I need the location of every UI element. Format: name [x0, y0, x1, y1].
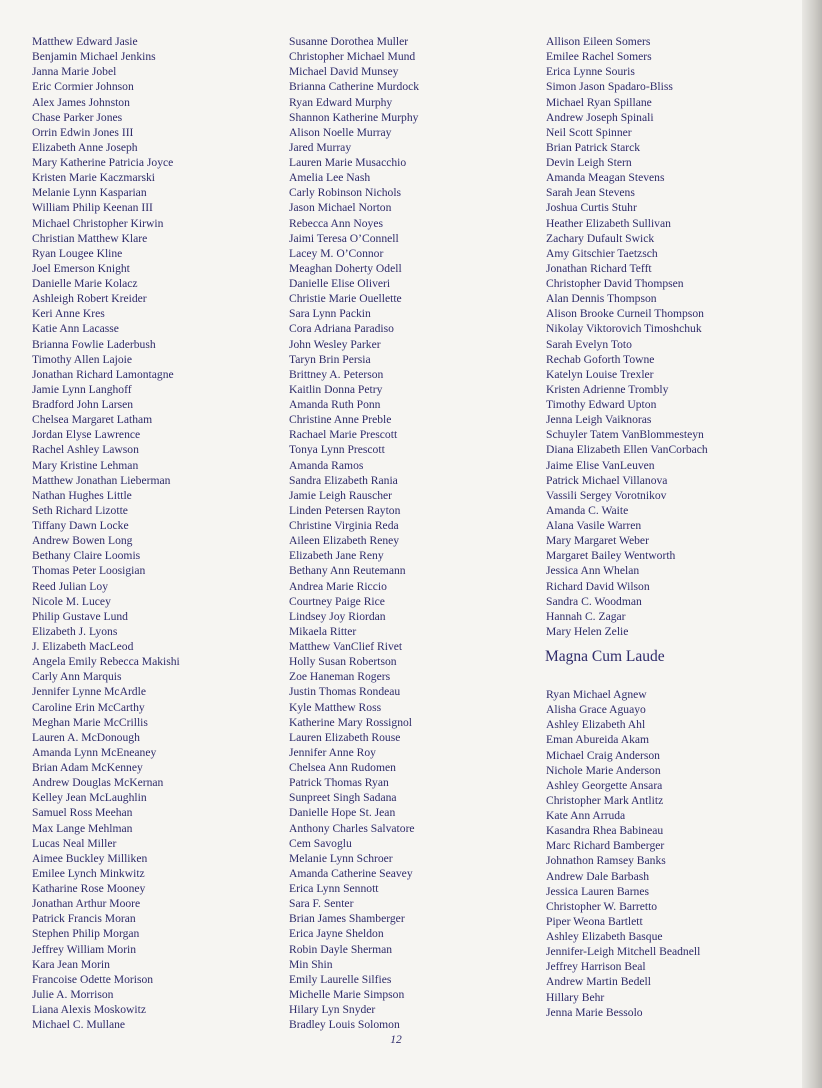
list-item: Kristen Adrienne Trombly: [546, 382, 669, 396]
list-item: Jennifer Anne Roy: [289, 745, 376, 759]
list-item: Rebecca Ann Noyes: [289, 216, 384, 230]
list-item: Michael Craig Anderson: [546, 748, 660, 762]
list-item: Bethany Claire Loomis: [32, 549, 141, 563]
list-item: Neil Scott Spinner: [546, 125, 632, 139]
list-item: Chelsea Margaret Latham: [32, 413, 153, 427]
list-item: Emilee Lynch Minkwitz: [32, 866, 145, 880]
list-item: Aimee Buckley Milliken: [32, 851, 148, 865]
list-item: Nicole M. Lucey: [32, 594, 111, 608]
list-item: Alison Brooke Curneil Thompson: [546, 307, 704, 321]
list-item: Jonathan Richard Lamontagne: [32, 367, 174, 381]
list-item: Diana Elizabeth Ellen VanCorbach: [546, 443, 708, 457]
list-item: Katelyn Louise Trexler: [546, 367, 654, 381]
list-item: Seth Richard Lizotte: [32, 503, 128, 517]
list-item: Chase Parker Jones: [32, 110, 123, 124]
list-item: Alana Vasile Warren: [546, 519, 642, 532]
list-item: Lauren Marie Musacchio: [289, 156, 407, 169]
list-item: Sarah Jean Stevens: [546, 186, 635, 200]
list-item: Jared Murray: [289, 140, 352, 154]
list-item: Aileen Elizabeth Reney: [289, 534, 400, 548]
list-item: Chelsea Ann Rudomen: [289, 761, 396, 774]
list-item: Shannon Katherine Murphy: [289, 110, 419, 124]
list-item: Kaitlin Donna Petry: [289, 382, 383, 396]
list-item: Jamie Lynn Langhoff: [32, 382, 132, 396]
list-item: Angela Emily Rebecca Makishi: [32, 655, 180, 669]
list-item: Melanie Lynn Kasparian: [32, 186, 147, 200]
list-item: Richard David Wilson: [546, 579, 650, 593]
list-item: Alison Noelle Murray: [289, 125, 392, 139]
list-item: Melanie Lynn Schroer: [289, 851, 393, 865]
list-item: Julie A. Morrison: [32, 987, 114, 1001]
list-item: Jonathan Richard Tefft: [546, 261, 652, 275]
list-item: Jaimi Teresa O’Connell: [289, 231, 399, 245]
list-item: Carly Ann Marquis: [32, 670, 122, 684]
list-item: Zoe Haneman Rogers: [289, 670, 391, 684]
list-item: Philip Gustave Lund: [32, 609, 128, 623]
list-item: Jenna Marie Bessolo: [546, 1005, 643, 1019]
list-item: Taryn Brin Persia: [289, 352, 371, 366]
list-item: Katie Ann Lacasse: [32, 322, 119, 336]
list-item: Amelia Lee Nash: [289, 171, 371, 185]
list-item: Erica Lynne Souris: [546, 65, 635, 79]
list-item: Katherine Mary Rossignol: [289, 715, 413, 729]
list-item: Erica Lynn Sennott: [289, 882, 379, 895]
list-item: John Wesley Parker: [289, 337, 381, 351]
list-item: Andrea Marie Riccio: [289, 579, 387, 593]
list-item: Alisha Grace Aguayo: [546, 703, 646, 717]
list-item: Sarah Evelyn Toto: [546, 337, 632, 351]
page-edge: [802, 0, 822, 1088]
list-item: Michael Christopher Kirwin: [32, 216, 164, 230]
list-item: Emily Laurelle Silfies: [289, 972, 392, 986]
list-item: Lauren Elizabeth Rouse: [289, 730, 401, 744]
list-item: Schuyler Tatem VanBlommesteyn: [546, 428, 704, 442]
list-item: Sunpreet Singh Sadana: [289, 791, 397, 805]
list-item: Jennifer Lynne McArdle: [32, 685, 146, 699]
list-item: Meaghan Doherty Odell: [289, 261, 402, 275]
list-item: Sandra Elizabeth Rania: [289, 473, 398, 487]
list-item: Brianna Fowlie Laderbush: [32, 337, 156, 351]
list-item: Tonya Lynn Prescott: [289, 443, 385, 457]
list-item: Emilee Rachel Somers: [546, 50, 652, 64]
list-item: Christopher Michael Mund: [289, 50, 416, 64]
list-item: Jessica Lauren Barnes: [546, 884, 650, 898]
list-item: Jamie Leigh Rauscher: [289, 488, 393, 502]
list-item: Brian Patrick Starck: [546, 140, 641, 154]
list-item: Timothy Allen Lajoie: [32, 352, 133, 366]
list-item: Sara F. Senter: [289, 897, 354, 911]
list-item: Sandra C. Woodman: [546, 594, 642, 608]
section-heading-magna-cum-laude: Magna Cum Laude: [545, 648, 665, 665]
list-item: Amanda Ruth Ponn: [289, 398, 381, 411]
list-item: Hillary Behr: [546, 990, 605, 1004]
list-item: Rachael Marie Prescott: [289, 428, 398, 442]
list-item: Ryan Edward Murphy: [289, 95, 393, 109]
list-item: Joel Emerson Knight: [32, 261, 130, 275]
list-item: Jeffrey William Morin: [32, 942, 137, 956]
list-item: Allison Eileen Somers: [546, 35, 651, 48]
list-item: Andrew Douglas McKernan: [32, 776, 164, 790]
list-item: Stephen Philip Morgan: [32, 927, 140, 941]
list-item: Liana Alexis Moskowitz: [32, 1003, 146, 1016]
list-item: Ashley Georgette Ansara: [546, 778, 663, 792]
list-item: Kristen Marie Kaczmarski: [32, 171, 155, 185]
list-item: Patrick Francis Moran: [32, 912, 136, 926]
list-item: Danielle Elise Oliveri: [289, 277, 391, 290]
list-item: Jessica Ann Whelan: [546, 564, 640, 578]
list-item: Elizabeth Anne Joseph: [32, 140, 138, 154]
list-item: Mary Kristine Lehman: [32, 458, 139, 472]
list-item: Michael C. Mullane: [32, 1018, 126, 1032]
list-item: Heather Elizabeth Sullivan: [546, 216, 671, 230]
list-item: Jennifer-Leigh Mitchell Beadnell: [546, 945, 701, 959]
list-item: Patrick Michael Villanova: [546, 473, 668, 487]
list-item: Ashley Elizabeth Basque: [546, 930, 663, 943]
names-column-3: [546, 34, 708, 639]
list-item: Bradford John Larsen: [32, 398, 134, 411]
list-item: Carly Robinson Nichols: [289, 186, 402, 200]
list-item: Michael David Munsey: [289, 65, 399, 79]
list-item: Christopher W. Barretto: [546, 899, 658, 913]
list-item: Christopher Mark Antlitz: [546, 793, 664, 807]
list-item: William Philip Keenan III: [32, 201, 153, 215]
list-item: Alan Dennis Thompson: [546, 292, 657, 306]
list-item: Mary Helen Zelie: [546, 624, 629, 638]
list-item: Jordan Elyse Lawrence: [32, 428, 141, 442]
list-item: Francoise Odette Morison: [32, 972, 154, 986]
list-item: Rechab Goforth Towne: [546, 352, 655, 366]
list-item: Reed Julian Loy: [32, 579, 108, 593]
list-item: Jaime Elise VanLeuven: [546, 458, 655, 472]
list-item: Eric Cormier Johnson: [32, 80, 134, 94]
list-item: Elizabeth Jane Reny: [289, 549, 384, 563]
list-item: Sara Lynn Packin: [289, 307, 371, 321]
page-number: 12: [390, 1034, 402, 1046]
list-item: Devin Leigh Stern: [546, 156, 632, 169]
list-item: Courtney Paige Rice: [289, 594, 385, 608]
list-item: Matthew Edward Jasie: [32, 35, 138, 48]
list-item: Meghan Marie McCrillis: [32, 715, 148, 729]
list-item: Matthew Jonathan Lieberman: [32, 473, 171, 487]
list-item: Christian Matthew Klare: [32, 231, 148, 245]
list-item: Robin Dayle Sherman: [289, 942, 393, 956]
list-item: Amanda Ramos: [289, 458, 364, 472]
list-item: Christie Marie Ouellette: [289, 292, 402, 306]
list-item: Ashleigh Robert Kreider: [32, 292, 147, 306]
list-item: Ryan Michael Agnew: [546, 688, 647, 701]
list-item: Vassili Sergey Vorotnikov: [546, 488, 667, 502]
names-column-1: [32, 34, 180, 1032]
list-item: Samuel Ross Meehan: [32, 806, 133, 820]
list-item: Nathan Hughes Little: [32, 488, 132, 502]
list-item: Brian James Shamberger: [289, 912, 405, 926]
list-item: Patrick Thomas Ryan: [289, 776, 389, 790]
list-item: Joshua Curtis Stuhr: [546, 201, 637, 215]
list-item: Jason Michael Norton: [289, 201, 392, 215]
list-item: Susanne Dorothea Muller: [289, 35, 409, 48]
list-item: Mary Margaret Weber: [546, 534, 649, 548]
list-item: Danielle Hope St. Jean: [289, 806, 396, 820]
list-item: Holly Susan Robertson: [289, 655, 397, 669]
list-item: Orrin Edwin Jones III: [32, 125, 134, 139]
list-item: Andrew Dale Barbash: [546, 869, 650, 883]
list-item: Ashley Elizabeth Ahl: [546, 718, 646, 732]
list-item: Min Shin: [289, 957, 333, 971]
list-item: Amanda Catherine Seavey: [289, 866, 413, 880]
list-item: Christine Virginia Reda: [289, 519, 399, 532]
list-item: Matthew VanClief Rivet: [289, 640, 403, 653]
list-item: Lindsey Joy Riordan: [289, 609, 386, 623]
list-item: Andrew Bowen Long: [32, 534, 133, 548]
list-item: Amanda Meagan Stevens: [546, 171, 665, 185]
list-item: Marc Richard Bamberger: [546, 839, 665, 853]
list-item: Anthony Charles Salvatore: [289, 821, 415, 835]
list-item: Janna Marie Jobel: [32, 65, 117, 79]
list-item: Amy Gitschier Taetzsch: [546, 246, 658, 260]
list-item: Justin Thomas Rondeau: [289, 685, 401, 699]
list-item: Kasandra Rhea Babineau: [546, 824, 664, 838]
list-item: Benjamin Michael Jenkins: [32, 50, 156, 64]
list-item: Elizabeth J. Lyons: [32, 624, 118, 638]
list-item: Linden Petersen Rayton: [289, 503, 401, 517]
list-item: Cora Adriana Paradiso: [289, 322, 394, 336]
list-item: Rachel Ashley Lawson: [32, 443, 139, 457]
list-item: Hilary Lyn Snyder: [289, 1003, 376, 1016]
list-item: Nichole Marie Anderson: [546, 763, 661, 777]
list-item: Mary Katherine Patricia Joyce: [32, 156, 174, 169]
list-item: Kate Ann Arruda: [546, 809, 626, 822]
magna-cum-laude-list: [546, 687, 700, 1020]
list-item: Caroline Erin McCarthy: [32, 700, 145, 714]
names-column-2: [289, 34, 419, 1032]
list-item: Michael Ryan Spillane: [546, 95, 652, 109]
list-item: Zachary Dufault Swick: [546, 231, 655, 245]
list-item: Mikaela Ritter: [289, 624, 357, 638]
list-item: Nikolay Viktorovich Timoshchuk: [546, 322, 702, 336]
list-item: Bradley Louis Solomon: [289, 1018, 400, 1032]
list-item: J. Elizabeth MacLeod: [32, 640, 134, 653]
list-item: Andrew Joseph Spinali: [546, 110, 654, 124]
list-item: Amanda C. Waite: [546, 503, 629, 517]
list-item: Thomas Peter Loosigian: [32, 564, 146, 578]
list-item: Bethany Ann Reutemann: [289, 564, 406, 578]
list-item: Johnathon Ramsey Banks: [546, 854, 666, 868]
list-item: Amanda Lynn McEneaney: [32, 745, 157, 759]
list-item: Simon Jason Spadaro-Bliss: [546, 80, 673, 94]
list-item: Max Lange Mehlman: [32, 821, 133, 835]
list-item: Eman Abureida Akam: [546, 733, 650, 747]
list-item: Lauren A. McDonough: [32, 730, 140, 744]
list-item: Hannah C. Zagar: [546, 609, 626, 623]
list-item: Kelley Jean McLaughlin: [32, 791, 147, 805]
list-item: Katharine Rose Mooney: [32, 882, 146, 895]
list-item: Cem Savoglu: [289, 836, 352, 850]
list-item: Timothy Edward Upton: [546, 398, 657, 411]
list-item: Brianna Catherine Murdock: [289, 80, 420, 94]
list-item: Christine Anne Preble: [289, 413, 392, 427]
list-item: Jeffrey Harrison Beal: [546, 960, 646, 974]
list-item: Kara Jean Morin: [32, 957, 110, 971]
list-item: Jonathan Arthur Moore: [32, 897, 141, 911]
list-item: Brian Adam McKenney: [32, 761, 143, 774]
list-item: Jenna Leigh Vaiknoras: [546, 413, 652, 427]
list-item: Margaret Bailey Wentworth: [546, 549, 676, 563]
list-item: Lacey M. O’Connor: [289, 246, 384, 260]
list-item: Christopher David Thompsen: [546, 277, 684, 290]
list-item: Erica Jayne Sheldon: [289, 927, 384, 941]
list-item: Kyle Matthew Ross: [289, 700, 382, 714]
list-item: Brittney A. Peterson: [289, 367, 384, 381]
list-item: Michelle Marie Simpson: [289, 987, 405, 1001]
list-item: Piper Weona Bartlett: [546, 914, 643, 928]
list-item: Andrew Martin Bedell: [546, 975, 651, 989]
list-item: Tiffany Dawn Locke: [32, 519, 129, 532]
list-item: Ryan Lougee Kline: [32, 246, 123, 260]
list-item: Danielle Marie Kolacz: [32, 277, 138, 290]
list-item: Alex James Johnston: [32, 95, 130, 109]
list-item: Keri Anne Kres: [32, 307, 105, 321]
list-item: Lucas Neal Miller: [32, 836, 117, 850]
